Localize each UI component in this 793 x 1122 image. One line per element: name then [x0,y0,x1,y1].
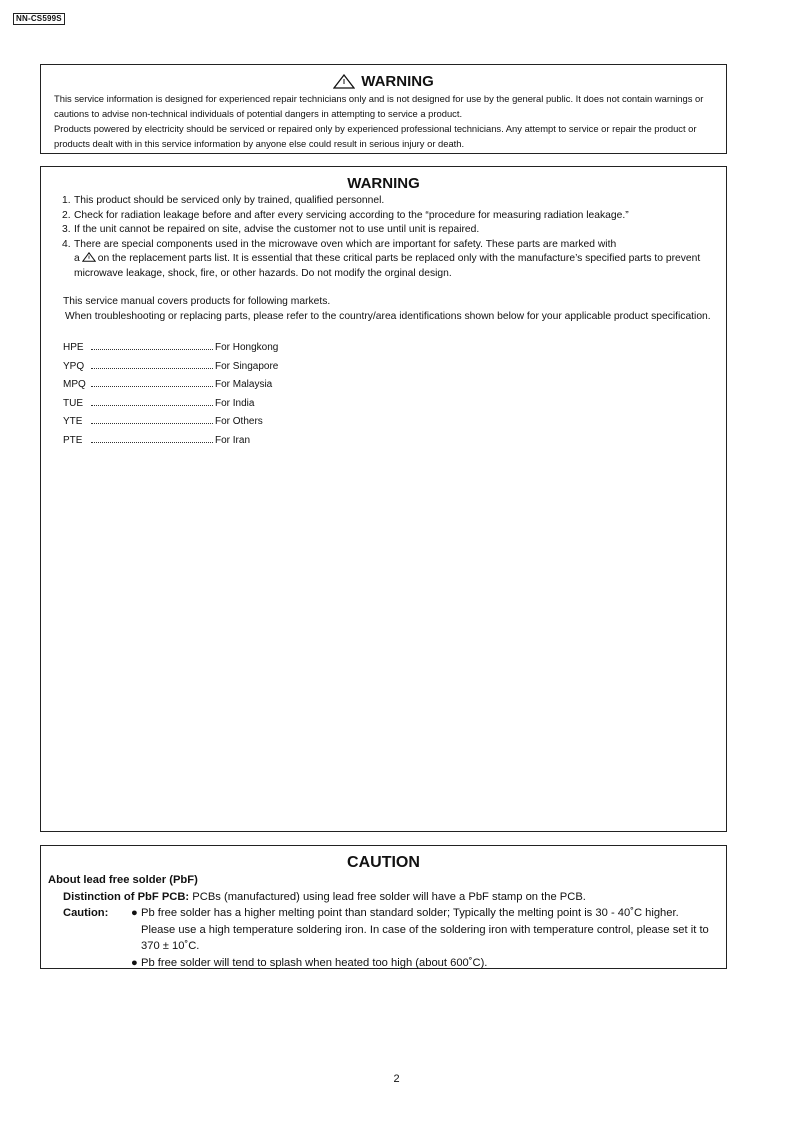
market-code-row: PTE For Iran [63,434,251,446]
warning-heading [41,73,726,91]
market-code-row: MPQ For Malaysia [63,379,273,390]
caution-body [48,872,716,971]
market-code-list [63,342,726,453]
general-warning-box [40,64,727,154]
market-code-row: TUE For India [63,397,255,409]
market-code-row: YTE For Others [63,416,263,427]
safety-warning-box [40,166,727,832]
markets-note: When troubleshooting or replacing parts, please refer to the country/area identifications shown below for your applicable product specification. [65,310,711,322]
model-number-tag: NN-CS599S [13,13,65,25]
market-code-row: YPQ For Singapore [63,360,279,372]
markets-intro: This service manual covers products for following markets. [63,296,331,307]
disclaimer-paragraph: Products powered by electricity should be serviced or repaired only by experienced professional technicians. Any attempt to service or repair the product or products dealt with in this service information by anyone else could result in serious injury or death. [54,123,697,149]
warning-title: WARNING [347,175,420,192]
caution-heading: About lead free solder (PbF) [48,874,198,886]
warning-title: WARNING [361,73,434,90]
pbf-distinction: Distinction of PbF PCB: PCBs (manufactured) using lead free solder will have a PbF stamp on the PCB. [63,890,586,903]
caution-label: Caution: [63,907,109,919]
page-number: 2 [393,1073,400,1085]
markets-info [63,295,726,324]
market-code-row: HPE For Hongkong [63,342,279,353]
caution-box [40,845,727,969]
warning-list-item: 2. Check for radiation leakage before and after every servicing according to the “procedure for measuring radiation leakage.” [62,209,629,221]
warning-list-item: 3. If the unit cannot be repaired on site, advise the customer not to use until unit is repaired. [62,224,480,235]
warning-triangle-icon [82,252,96,262]
warning-disclaimer [54,91,714,151]
warning-list [62,194,726,281]
caution-bullet-item: ● Pb free solder will tend to splash when heated too high (about 600˚C). [131,956,488,969]
warning-list-item: 4. There are special components used in the microwave oven which are important for safety. These parts are marked with a on the replacement parts list. It is essential that these critical parts be replaced only with the manufacture’s specified parts to prevent microwave leakage, shock, fire, or other hazards. Do not modify the orginal design. [62,238,701,279]
caution-bullet-item: ● Pb free solder has a higher melting point than standard solder; Typically the melting point is 30 - 40˚C higher. Please use a high temperature soldering iron. In case of the soldering iron with temperature control, please set it to 370 ± 10˚C. [131,907,709,952]
caution-details [48,905,716,971]
warning-list-item: 1. This product should be serviced only by trained, qualified personnel. [62,195,385,206]
caution-title: CAUTION [347,854,420,871]
warning-triangle-icon [333,74,355,89]
disclaimer-paragraph: This service information is designed for experienced repair technicians only and is not designed for use by the general public. It does not contain warnings or cautions to advise non-technical individuals of potential dangers in attempting to service a product. [54,93,704,119]
